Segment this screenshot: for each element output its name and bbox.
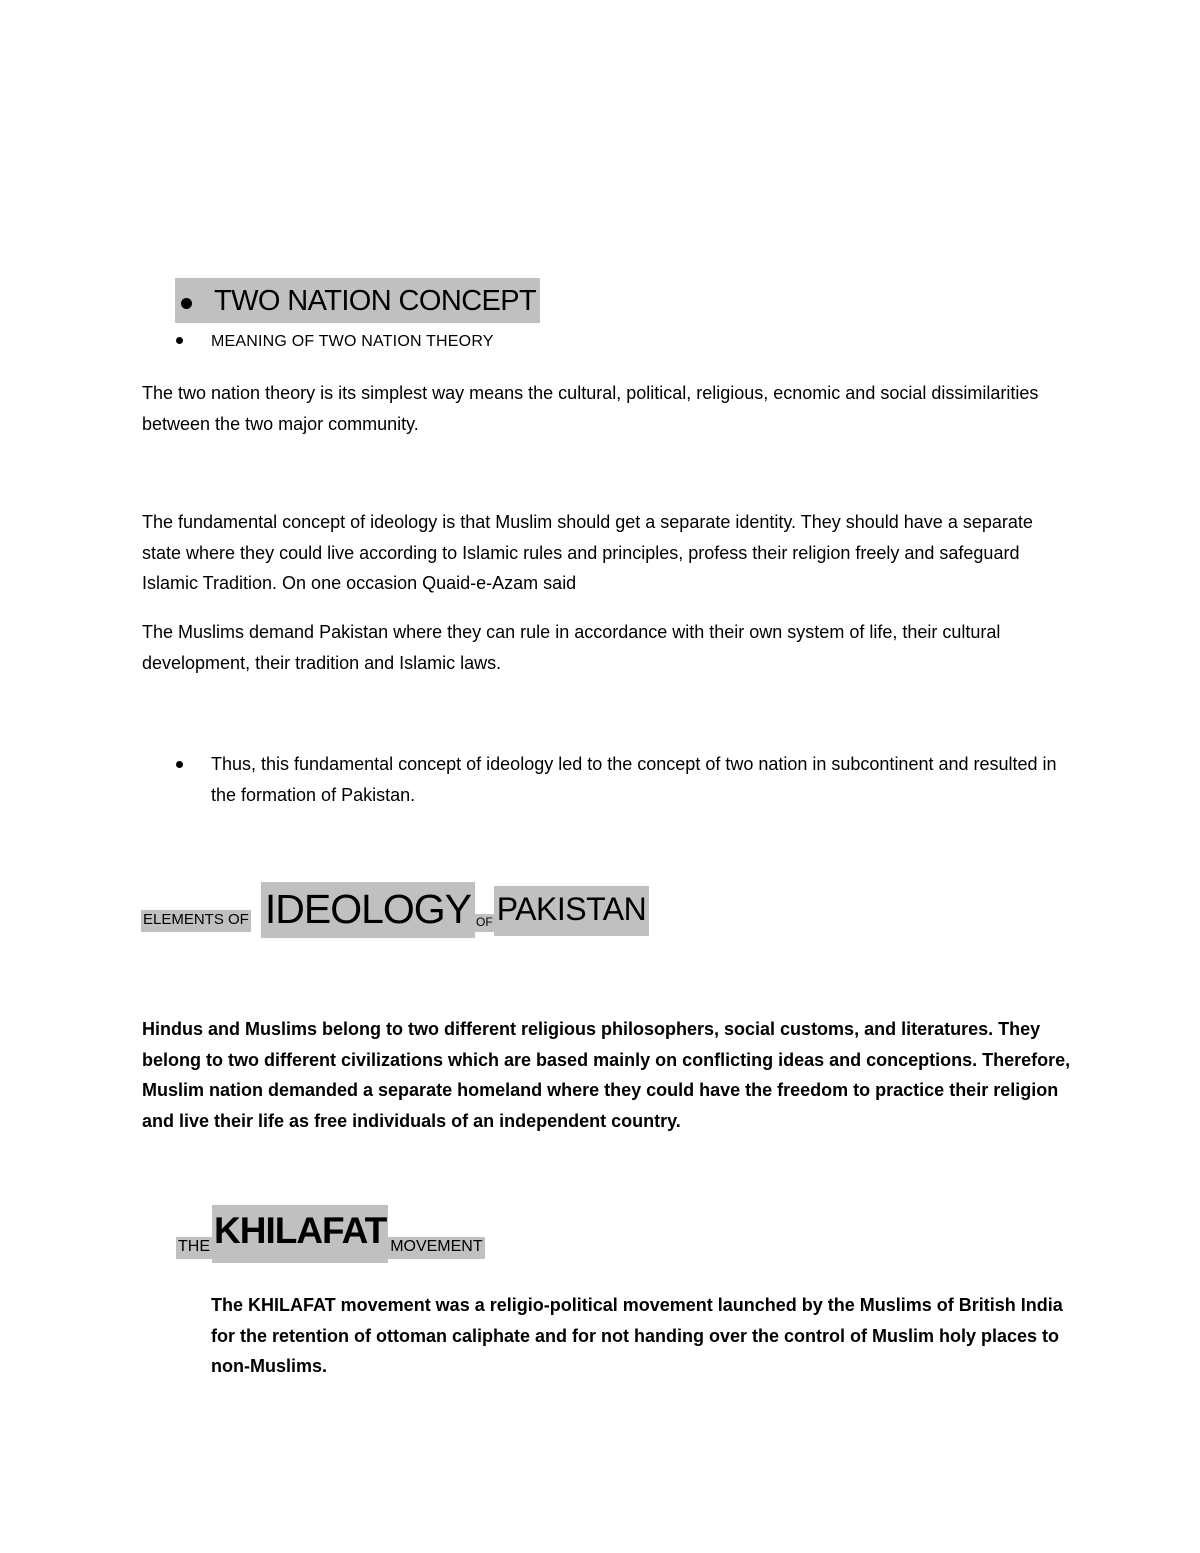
heading-text: TWO NATION CONCEPT bbox=[214, 285, 537, 317]
paragraph-muslims-demand: The Muslims demand Pakistan where they can rule in accordance with their own system of life, their cultural development, their tradition and Islamic laws. bbox=[142, 622, 1001, 673]
paragraph-elements: Hindus and Muslims belong to two different religious philosophers, social customs, and literatures. They belong to two different civilizations which are based mainly on conflicting ideas and conceptions. Therefore, Muslim nation demanded a separate homeland where they could have the freedom to practice their religion and live their life as free individuals of an independent country. bbox=[142, 1019, 1071, 1131]
meaning-subheading bbox=[176, 333, 494, 351]
bullet-conclusion bbox=[176, 749, 1076, 810]
two-nation-heading bbox=[175, 278, 540, 323]
elements-heading bbox=[141, 882, 649, 938]
heading-part: THE bbox=[176, 1237, 212, 1259]
khilafat-heading bbox=[176, 1205, 485, 1257]
heading-part: MOVEMENT bbox=[388, 1237, 484, 1259]
bullet-conclusion-text: Thus, this fundamental concept of ideology led to the concept of two nation in subcontinent and resulted in the formation of Pakistan. bbox=[211, 754, 1057, 805]
bullet-icon bbox=[176, 761, 183, 768]
heading-part: OF bbox=[475, 914, 494, 932]
paragraph-khilafat: The KHILAFAT movement was a religio-political movement launched by the Muslims of British India for the retention of ottoman caliphate and for not handing over the control of Muslim holy places to non-Muslims. bbox=[211, 1295, 1063, 1376]
subheading-text: MEANING OF TWO NATION THEORY bbox=[211, 333, 494, 350]
heading-highlight bbox=[175, 278, 540, 323]
paragraph-theory-definition: The two nation theory is its simplest way means the cultural, political, religious, ecnomic and social dissimilarities between the two major community. bbox=[142, 383, 1039, 434]
heading-part: IDEOLOGY bbox=[261, 882, 475, 938]
heading-part: ELEMENTS OF bbox=[141, 910, 251, 932]
paragraph-fundamental-concept: The fundamental concept of ideology is that Muslim should get a separate identity. They should have a separate state where they could live according to Islamic rules and principles, profess their religion freely and safeguard Islamic Tradition. On one occasion Quaid-e-Azam said bbox=[142, 512, 1033, 593]
heading-part: KHILAFAT bbox=[212, 1205, 388, 1263]
heading-part: PAKISTAN bbox=[494, 886, 650, 936]
bullet-icon bbox=[181, 298, 192, 309]
bullet-icon bbox=[176, 337, 183, 344]
